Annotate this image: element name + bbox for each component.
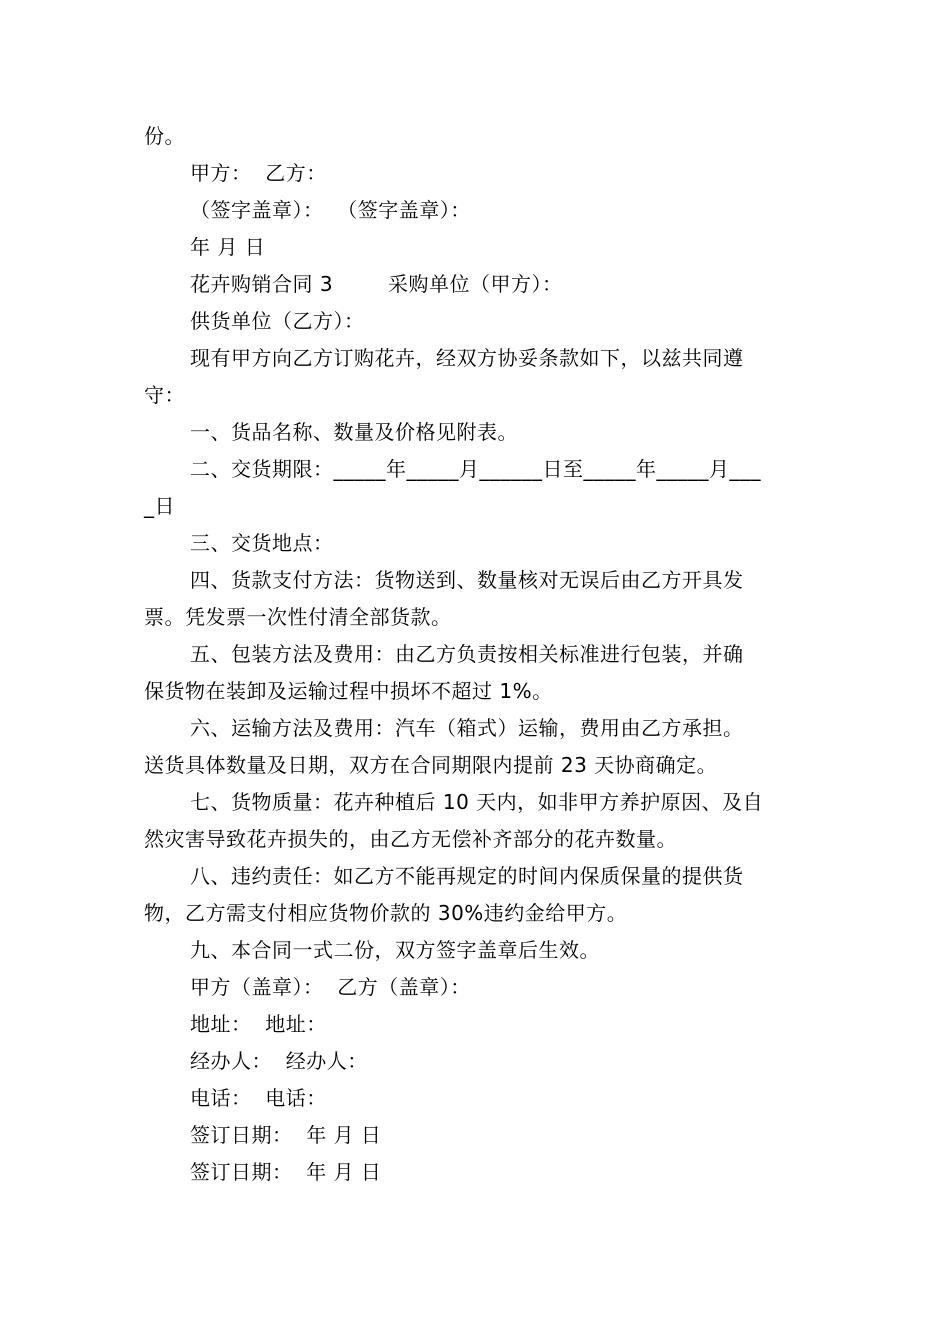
clause-3: 三、交货地点：	[190, 531, 334, 555]
signature-agent: 经办人： 经办人：	[190, 1049, 368, 1073]
clause-7-line-1: 七、货物质量：花卉种植后 10 天内，如非甲方养护原因、及自	[190, 790, 764, 814]
signature-date: 签订日期： 年 月 日	[190, 1160, 382, 1184]
clause-6-line-2: 送货具体数量及日期，双方在合同期限内提前 23 天协商确定。	[144, 753, 718, 777]
signature-phone: 电话： 电话：	[190, 1086, 327, 1110]
clause-2-line-2: _日	[144, 494, 175, 518]
clause-5-line-1: 五、包装方法及费用：由乙方负责按相关标准进行包装，并确	[190, 642, 744, 666]
clause-7-line-2: 然灾害导致花卉损失的，由乙方无偿补齐部分的花卉数量。	[144, 827, 677, 851]
signature-date: 签订日期： 年 月 日	[190, 1123, 382, 1147]
text-line: 甲方： 乙方：	[190, 161, 327, 185]
text-line: 年 月 日	[190, 235, 266, 259]
text-line: 份。	[144, 124, 185, 148]
clause-intro-line-2: 守：	[144, 383, 185, 407]
signature-address: 地址： 地址：	[190, 1012, 327, 1036]
clause-4-line-1: 四、货款支付方法：货物送到、数量核对无误后由乙方开具发	[190, 568, 744, 592]
clause-intro-line-1: 现有甲方向乙方订购花卉，经双方协妥条款如下，以兹共同遵	[190, 346, 744, 370]
clause-1: 一、货品名称、数量及价格见附表。	[190, 420, 518, 444]
clause-2-line-1: 二、交货期限：_____年_____月______日至_____年_____月___	[190, 457, 761, 481]
text-line: 供货单位（乙方）：	[190, 309, 365, 333]
clause-9: 九、本合同一式二份，双方签字盖章后生效。	[190, 938, 600, 962]
signature-parties: 甲方（盖章）： 乙方（盖章）：	[190, 975, 471, 999]
clause-4-line-2: 票。凭发票一次性付清全部货款。	[144, 605, 452, 629]
contract-heading-line: 花卉购销合同 3 采购单位（甲方）：	[190, 272, 563, 296]
contract-text	[144, 118, 808, 1191]
clause-8-line-1: 八、违约责任：如乙方不能再规定的时间内保质保量的提供货	[190, 864, 744, 888]
clause-8-line-2: 物，乙方需支付相应货物价款的 30%违约金给甲方。	[144, 901, 628, 925]
clause-5-line-2: 保货物在装卸及运输过程中损坏不超过 1%。	[144, 679, 553, 703]
text-line: （签字盖章）： （签字盖章）：	[190, 198, 471, 222]
clause-6-line-1: 六、运输方法及费用：汽车（箱式）运输，费用由乙方承担。	[190, 716, 744, 740]
